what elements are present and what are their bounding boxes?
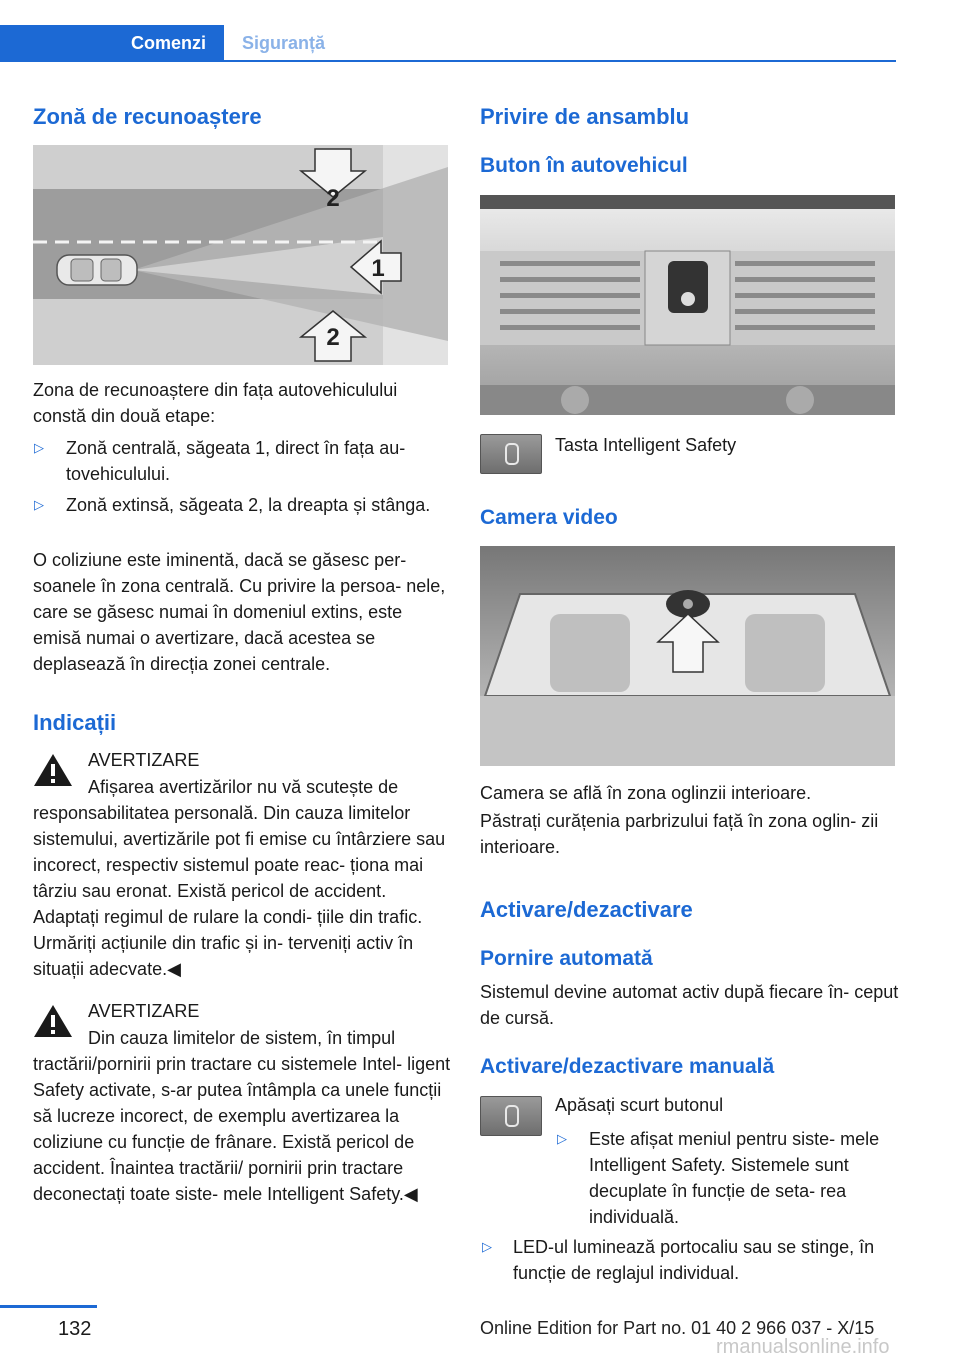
windshield-camera-photo — [480, 546, 895, 766]
figure-label-1: 1 — [371, 255, 385, 282]
camera-title: Camera video — [480, 506, 618, 529]
recognition-zone-figure — [33, 145, 448, 365]
bullet-marker: ▷ — [482, 1239, 492, 1254]
recognition-zone-diagram — [33, 145, 448, 365]
warning-1-label: AVERTIZARE — [88, 750, 200, 770]
warning-1-text: Afișarea avertizărilor nu vă scutește de responsabilitatea personală. Din cauza limitelor sistemului, avertizările pot fi emise cu întârziere sau incorect, respectiv sistemul poate reac- ționa mai târziu sau eronat. Există pericol de accident. Adaptați regimul de rulare la condi- țiile din trafic. Urmăriți acțiunile din trafic și in- terveniți activ în situații adecvate.◀ — [33, 777, 446, 979]
auto-start-title: Pornire automată — [480, 947, 653, 970]
manual-action-text: Apăsați scurt butonul — [555, 1095, 724, 1115]
section-title-recognition-zone: Zonă de recunoaștere — [33, 104, 262, 129]
windshield-illustration — [480, 546, 895, 766]
figure-label-2-bottom: 2 — [326, 324, 340, 351]
warning-2-label: AVERTIZARE — [88, 1001, 200, 1021]
page-number: 132 — [58, 1318, 92, 1340]
bullet-extended-zone: Zonă extinsă, săgeata 2, la dreapta și stânga. — [66, 495, 431, 515]
header-bar — [0, 0, 960, 62]
overview-title: Privire de ansamblu — [480, 104, 690, 129]
warning-2-text: Din cauza limitelor de sistem, în timpul tractării/pornirii prin tractare cu sistemele Intel- ligent Safety activate, s-ar putea întâmpla ca unele funcții să lucreze incorect, de exemplu avertizarea la coliziune cu funcție de frânare. Există pericol de accident. Înaintea tractării/ pornirii prin tractare deconectați toate siste- mele Intelligent Safety.◀ — [33, 1028, 451, 1204]
tab-comenzi[interactable]: Comenzi — [0, 25, 224, 62]
camera-location-text: Camera se află în zona oglinzii interioare. — [480, 783, 812, 803]
dashboard-button-photo — [480, 195, 895, 415]
bullet-marker: ▷ — [34, 440, 44, 455]
button-caption: Tasta Intelligent Safety — [555, 435, 737, 455]
camera-clean-text: Păstrați curățenia parbrizului față în zona oglin- zii interioare. — [480, 811, 879, 857]
tab-siguranta[interactable]: Siguranță — [242, 33, 326, 53]
car-icon — [57, 255, 137, 285]
intelligent-safety-button-icon — [480, 1096, 542, 1136]
manual-led-bullet: LED-ul luminează portocaliu sau se stinge, în funcție de reglajul individual. — [513, 1237, 875, 1283]
footer-rule — [0, 1305, 97, 1308]
dashboard-illustration — [480, 195, 895, 415]
figure-label-2-top: 2 — [326, 185, 340, 212]
activation-title: Activare/dezactivare — [480, 897, 693, 922]
notes-title: Indicații — [33, 710, 117, 735]
intelligent-safety-button-icon — [480, 434, 542, 474]
bullet-marker: ▷ — [557, 1131, 567, 1146]
edition-text: Online Edition for Part no. 01 40 2 966 037 - X/15 — [480, 1318, 875, 1338]
header-rule — [224, 60, 896, 62]
bullet-central-zone: Zonă centrală, săgeata 1, direct în fața au- tovehiculului. — [66, 438, 406, 484]
manual-sub-bullet: Este afișat meniul pentru siste- mele Intelligent Safety. Sistemele sunt decuplate în funcție de seta- rea individuală. — [589, 1129, 880, 1227]
auto-start-text: Sistemul devine automat activ după fiecare în- ceput de cursă. — [480, 982, 899, 1028]
manual-title: Activare/dezactivare manuală — [480, 1055, 775, 1078]
watermark: rmanualsonline.info — [716, 1336, 890, 1358]
button-in-vehicle-title: Buton în autovehicul — [480, 154, 688, 177]
bullet-marker: ▷ — [34, 497, 44, 512]
recognition-intro: Zona de recunoaștere din fața autovehiculului constă din două etape: — [33, 380, 398, 426]
collision-paragraph: O coliziune este iminentă, dacă se găsesc per- soanele în zona centrală. Cu privire la persoa- nele, care se găsesc numai în domeniul extins, este emisă numai o avertizare, dacă acestea se deplasează în direcția zonei centrale. — [33, 550, 446, 674]
